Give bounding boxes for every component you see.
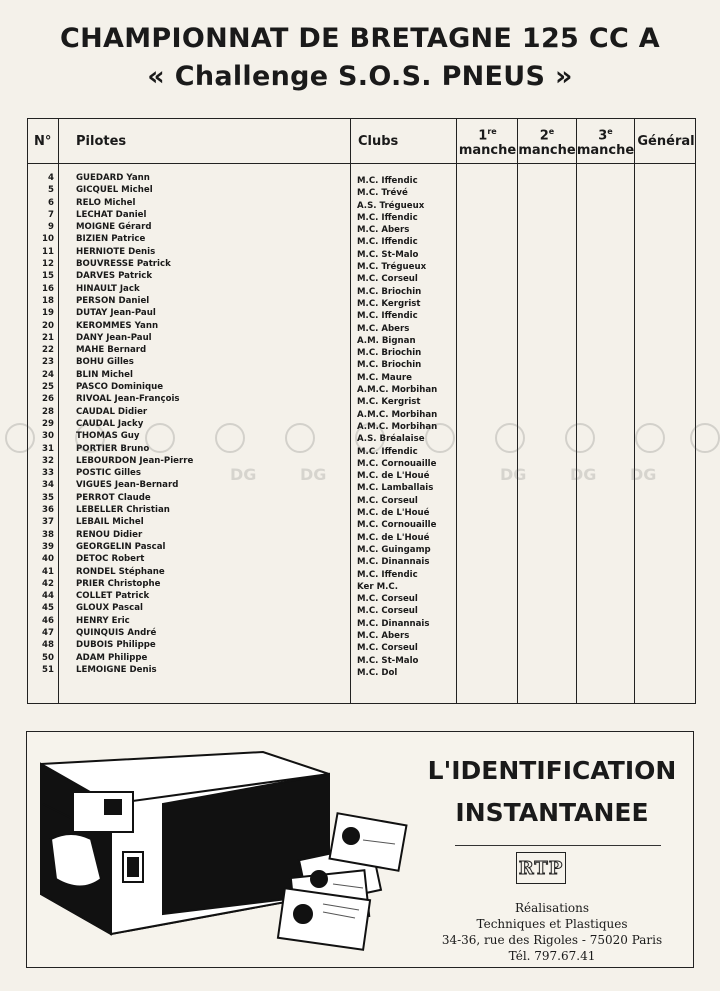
- rider-name: ADAM Philippe: [76, 652, 148, 663]
- rider-number: 7: [48, 209, 54, 220]
- ad-phone: Tél. 797.67.41: [508, 949, 596, 963]
- results-table: [27, 118, 696, 704]
- rider-club: M.C. Cornouaille: [357, 520, 437, 531]
- rider-name: LEBOURDON Jean-Pierre: [76, 455, 194, 466]
- rider-club: M.C. Kergrist: [357, 298, 421, 309]
- table-row: [28, 516, 695, 531]
- rider-name: CAUDAL Jacky: [76, 418, 144, 429]
- rider-name: LEBAIL Michel: [76, 517, 144, 528]
- rider-number: 41: [42, 566, 54, 577]
- rider-club: M.C. de L'Houé: [357, 508, 430, 519]
- rider-name: GLOUX Pascal: [76, 603, 143, 614]
- header-num: N°: [34, 133, 52, 149]
- rider-club: A.S. Bréalaise: [357, 434, 425, 445]
- table-body: [28, 172, 695, 676]
- rider-name: LEMOIGNE Denis: [76, 664, 157, 675]
- rider-name: DANY Jean-Paul: [76, 332, 152, 343]
- ad-company-line: Réalisations: [514, 901, 590, 915]
- rider-club: M.C. Trévé: [357, 188, 408, 199]
- rider-name: KEROMMES Yann: [76, 320, 159, 331]
- rider-club: A.M.C. Morbihan: [357, 385, 438, 396]
- rider-club: M.C. Iffendic: [357, 212, 418, 223]
- svg-text:DG: DG: [630, 465, 657, 484]
- rider-club: M.C. Abers: [357, 323, 410, 334]
- rider-name: PRIER Christophe: [76, 578, 161, 589]
- rider-name: BLIN Michel: [76, 369, 133, 380]
- rider-club: M.C. Corseul: [357, 274, 418, 285]
- table-row: [28, 406, 695, 418]
- table-row: [28, 307, 695, 322]
- rider-club: M.C. Iffendic: [357, 446, 418, 457]
- table-row: [28, 566, 695, 578]
- rider-name: RELO Michel: [76, 197, 136, 208]
- table-row: [28, 172, 695, 184]
- divider: [455, 845, 661, 846]
- rider-club: M.C. Abers: [357, 225, 410, 236]
- rider-number: 18: [42, 295, 54, 306]
- rider-number: 47: [42, 627, 54, 638]
- rider-number: 32: [42, 455, 54, 466]
- rider-number: 40: [42, 554, 54, 565]
- header-clubs: Clubs: [358, 133, 399, 149]
- rider-number: 25: [42, 382, 54, 393]
- table-row: [28, 381, 695, 396]
- rider-number: 10: [42, 234, 54, 245]
- id-card-machine-illustration: [33, 744, 423, 964]
- rider-name: HERNIOTE Denis: [76, 246, 156, 257]
- rider-number: 29: [42, 418, 54, 429]
- rider-number: 50: [42, 652, 54, 663]
- rider-number: 21: [42, 332, 54, 343]
- rider-name: HINAULT Jack: [76, 283, 140, 294]
- header-divider: [28, 163, 695, 164]
- rider-name: MOIGNE Gérard: [76, 222, 152, 233]
- rider-number: 22: [42, 345, 54, 356]
- rider-club: M.C. Lamballais: [357, 483, 434, 494]
- table-row: [28, 393, 695, 408]
- table-row: [28, 233, 695, 248]
- table-row: [28, 270, 695, 285]
- rider-name: GEORGELIN Pascal: [76, 541, 166, 552]
- rider-name: HENRY Eric: [76, 615, 130, 626]
- rider-name: BOHU Gilles: [76, 357, 134, 368]
- rider-number: 44: [42, 591, 54, 602]
- rider-name: DUTAY Jean-Paul: [76, 308, 156, 319]
- table-row: [28, 627, 695, 639]
- rider-name: PERSON Daniel: [76, 295, 150, 306]
- rider-club: M.C. Iffendic: [357, 176, 418, 186]
- rider-club: A.M.C. Morbihan: [357, 409, 438, 420]
- rider-club: M.C. de L'Houé: [357, 532, 430, 543]
- table-row: [28, 602, 695, 617]
- rider-club: M.C. Dinannais: [357, 618, 430, 629]
- table-row: [28, 529, 695, 541]
- svg-text:DG: DG: [570, 465, 597, 484]
- table-row: [28, 652, 695, 664]
- rider-number: 51: [42, 664, 54, 675]
- rider-number: 33: [42, 468, 54, 479]
- ad-address: 34-36, rue des Rigoles - 75020 Paris: [441, 933, 663, 947]
- table-row: [28, 553, 695, 568]
- table-row: [28, 479, 695, 494]
- rider-club: M.C. Iffendic: [357, 569, 418, 580]
- rider-number: 45: [42, 603, 54, 614]
- rider-number: 20: [42, 320, 54, 331]
- advertisement: [26, 731, 694, 968]
- rider-club: A.S. Trégueux: [357, 200, 425, 211]
- rider-number: 16: [42, 283, 54, 294]
- rider-name: BOUVRESSE Patrick: [76, 259, 171, 270]
- rider-club: M.C. Iffendic: [357, 311, 418, 322]
- rider-club: M.C. Corseul: [357, 594, 418, 605]
- rider-number: 39: [42, 541, 54, 552]
- rider-name: RONDEL Stéphane: [76, 566, 165, 577]
- table-row: [28, 467, 695, 482]
- rider-name: BIZIEN Patrice: [76, 234, 146, 245]
- table-row: [28, 246, 695, 258]
- rider-name: DARVES Patrick: [76, 271, 153, 282]
- rider-number: 31: [42, 443, 54, 454]
- rider-club: M.C. Iffendic: [357, 237, 418, 248]
- rider-name: LEBELLER Christian: [76, 505, 170, 516]
- rider-number: 35: [42, 492, 54, 503]
- rider-name: DETOC Robert: [76, 554, 145, 565]
- rider-name: POSTIC Gilles: [76, 468, 141, 479]
- rider-club: M.C. Briochin: [357, 348, 422, 359]
- rtp-logo: RTP: [516, 852, 566, 884]
- rider-club: M.C. de L'Houé: [357, 471, 430, 482]
- rider-number: 36: [42, 505, 54, 516]
- table-row: [28, 320, 695, 332]
- table-row: [28, 504, 695, 519]
- table-row: [28, 369, 695, 381]
- header-manche-1: 1re manche: [458, 126, 517, 159]
- rider-club: M.C. Briochin: [357, 286, 422, 297]
- rider-name: PORTIER Bruno: [76, 443, 150, 454]
- table-row: [28, 590, 695, 605]
- rider-name: RIVOAL Jean-François: [76, 394, 180, 405]
- rider-club: M.C. Corseul: [357, 643, 418, 654]
- ad-headline-line2: INSTANTANEE: [455, 798, 649, 827]
- rider-number: 4: [48, 173, 54, 183]
- rider-club: M.C. Dol: [357, 667, 398, 678]
- svg-text:DG: DG: [500, 465, 527, 484]
- table-row: [28, 221, 695, 236]
- header-general: Général: [637, 133, 695, 149]
- rider-club: A.M. Bignan: [357, 335, 416, 346]
- rider-club: M.C. Corseul: [357, 495, 418, 506]
- rider-number: 38: [42, 529, 54, 540]
- rider-club: M.C. St-Malo: [357, 655, 419, 666]
- ad-company-line: Techniques et Plastiques: [476, 917, 628, 931]
- rider-number: 19: [42, 308, 54, 319]
- table-row: [28, 443, 695, 455]
- rider-number: 11: [42, 246, 54, 257]
- table-row: [28, 639, 695, 654]
- table-row: [28, 664, 695, 676]
- rider-name: MAHE Bernard: [76, 345, 147, 356]
- table-row: [28, 344, 695, 359]
- rider-number: 12: [42, 259, 54, 270]
- rider-club: A.M.C. Morbihan: [357, 421, 438, 432]
- svg-text:DG: DG: [300, 465, 327, 484]
- rider-number: 48: [42, 640, 54, 651]
- rider-name: GICQUEL Michel: [76, 185, 153, 196]
- rider-club: M.C. Corseul: [357, 606, 418, 617]
- rider-number: 9: [48, 222, 54, 233]
- rider-club: M.C. Abers: [357, 630, 410, 641]
- rider-number: 37: [42, 517, 54, 528]
- rider-name: RENOU Didier: [76, 529, 143, 540]
- ad-headline: L'IDENTIFICATION: [427, 756, 677, 785]
- table-row: [28, 418, 695, 430]
- table-row: [28, 283, 695, 295]
- rider-name: THOMAS Guy: [76, 431, 140, 442]
- rider-club: M.C. Kergrist: [357, 397, 421, 408]
- rider-name: COLLET Patrick: [76, 591, 150, 602]
- rider-club: M.C. Dinannais: [357, 557, 430, 568]
- rider-number: 26: [42, 394, 54, 405]
- table-row: [28, 295, 695, 307]
- rider-name: PERROT Claude: [76, 492, 151, 503]
- svg-text:DG: DG: [230, 465, 257, 484]
- table-row: [28, 184, 695, 199]
- rider-club: M.C. Guingamp: [357, 544, 431, 555]
- rider-club: Ker M.C.: [357, 581, 398, 592]
- rider-club: M.C. Cornouaille: [357, 458, 437, 469]
- table-row: [28, 356, 695, 371]
- rider-number: 34: [42, 480, 54, 491]
- header-manche-3: 3e manche: [576, 126, 635, 159]
- rider-number: 30: [42, 431, 54, 442]
- table-row: [28, 197, 695, 209]
- page-title: CHAMPIONNAT DE BRETAGNE 125 CC A: [60, 23, 660, 54]
- rider-name: GUEDARD Yann: [76, 173, 150, 183]
- table-row: [28, 455, 695, 467]
- rider-number: 24: [42, 369, 54, 380]
- rider-number: 5: [48, 185, 54, 196]
- rider-name: VIGUES Jean-Bernard: [76, 480, 179, 491]
- rider-number: 15: [42, 271, 54, 282]
- rider-club: M.C. Maure: [357, 372, 412, 383]
- rider-club: M.C. Briochin: [357, 360, 422, 371]
- table-row: [28, 209, 695, 221]
- table-row: [28, 332, 695, 344]
- rider-name: QUINQUIS André: [76, 627, 157, 638]
- rider-club: M.C. Trégueux: [357, 262, 427, 273]
- rider-number: 46: [42, 615, 54, 626]
- table-row: [28, 492, 695, 504]
- table-row: [28, 578, 695, 590]
- rider-number: 6: [48, 197, 54, 208]
- rider-name: LECHAT Daniel: [76, 209, 147, 220]
- table-row: [28, 258, 695, 273]
- rider-name: PASCO Dominique: [76, 382, 164, 393]
- rider-club: M.C. St-Malo: [357, 249, 419, 260]
- header-pilotes: Pilotes: [76, 133, 127, 149]
- rider-number: 28: [42, 406, 54, 417]
- header-manche-2: 2e manche: [518, 126, 576, 159]
- table-row: [28, 430, 695, 445]
- rider-name: DUBOIS Philippe: [76, 640, 156, 651]
- rider-number: 42: [42, 578, 54, 589]
- rider-name: CAUDAL Didier: [76, 406, 148, 417]
- table-row: [28, 615, 695, 627]
- table-row: [28, 541, 695, 553]
- rider-number: 23: [42, 357, 54, 368]
- page-subtitle: « Challenge S.O.S. PNEUS »: [147, 61, 573, 92]
